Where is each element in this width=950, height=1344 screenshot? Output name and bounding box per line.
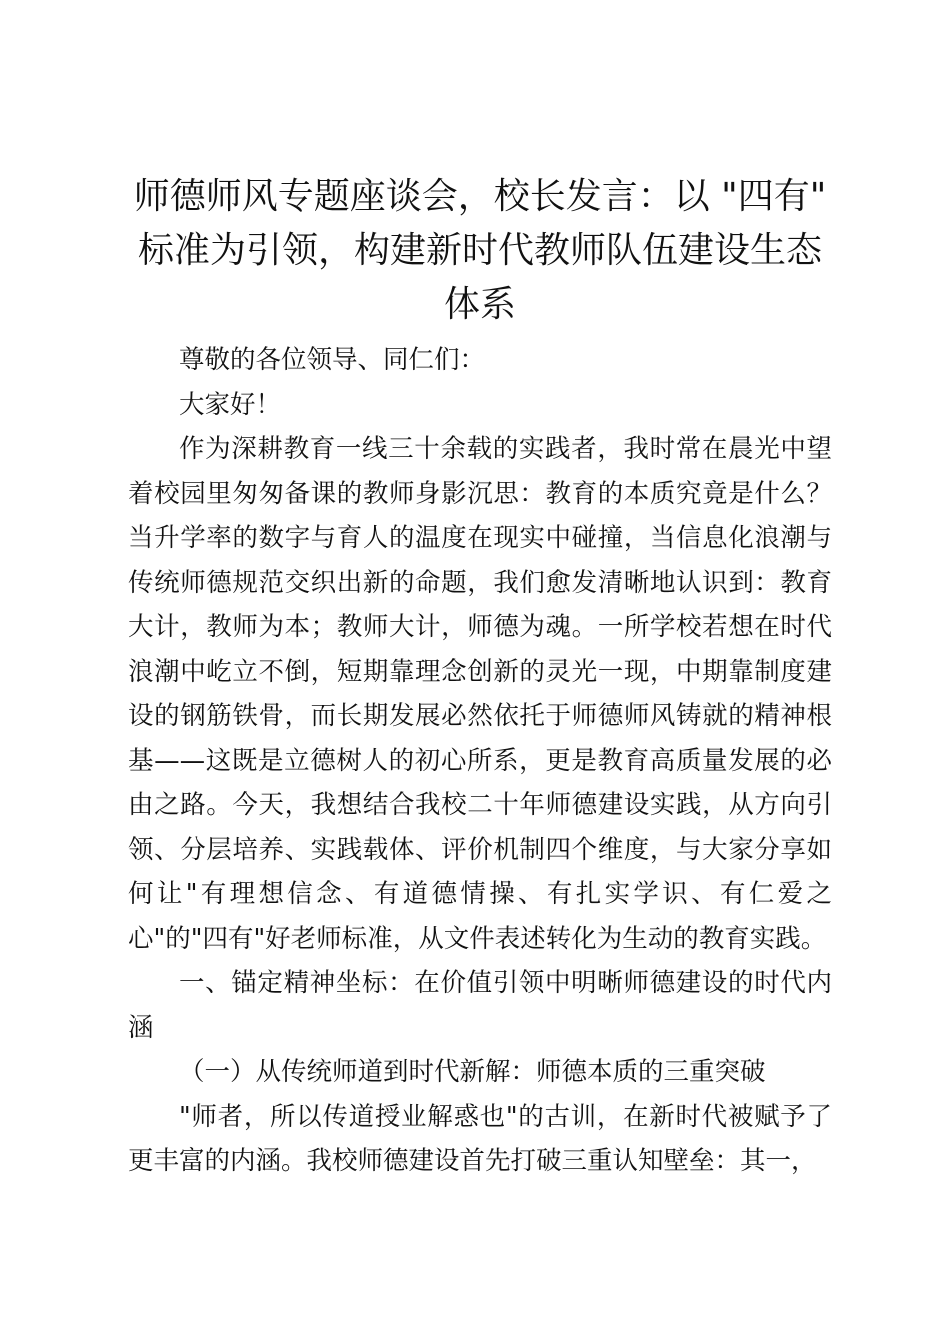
document-title: 师德师风专题座谈会，校长发言：以 "四有" 标准为引领，构建新时代教师队伍建设生态体系 bbox=[133, 176, 827, 325]
greeting-line: 大家好！ bbox=[179, 389, 282, 420]
body-paragraph: "师者，所以传道授业解惑也"的古训，在新时代被赋予了更丰富的内涵。我校师德建设首先打破三重认知壁垒：其一， bbox=[128, 1101, 832, 1176]
document-body bbox=[128, 170, 832, 1184]
section-heading-1: 一、锚定精神坐标：在价值引领中明晰师德建设的时代内涵 bbox=[128, 968, 832, 1043]
salutation: 尊敬的各位领导、同仁们： bbox=[179, 345, 486, 375]
intro-paragraph: 作为深耕教育一线三十余载的实践者，我时常在晨光中望着校园里匆匆备课的教师身影沉思：教育的本质究竟是什么？当升学率的数字与育人的温度在现实中碰撞，当信息化浪潮与传统师德规范交织出新的命题，我们愈发清晰地认识到：教育大计，教师为本；教师大计，师德为魂。一所学校若想在时代浪潮中屹立不倒，短期靠理念创新的灵光一现，中期靠制度建设的钢筋铁骨，而长期发展必然依托于师德师风铸就的精神根基——这既是立德树人的初心所系，更是教育高质量发展的必由之路。今天，我想结合我校二十年师德建设实践，从方向引领、分层培养、实践载体、评价机制四个维度，与大家分享如何让"有理想信念、有道德情操、有扎实学识、有仁爱之心"的"四有"好老师标准，从文件表述转化为生动的教育实践。 bbox=[128, 434, 832, 954]
subsection-heading-1: （一）从传统师道到时代新解：师德本质的三重突破 bbox=[179, 1057, 766, 1087]
